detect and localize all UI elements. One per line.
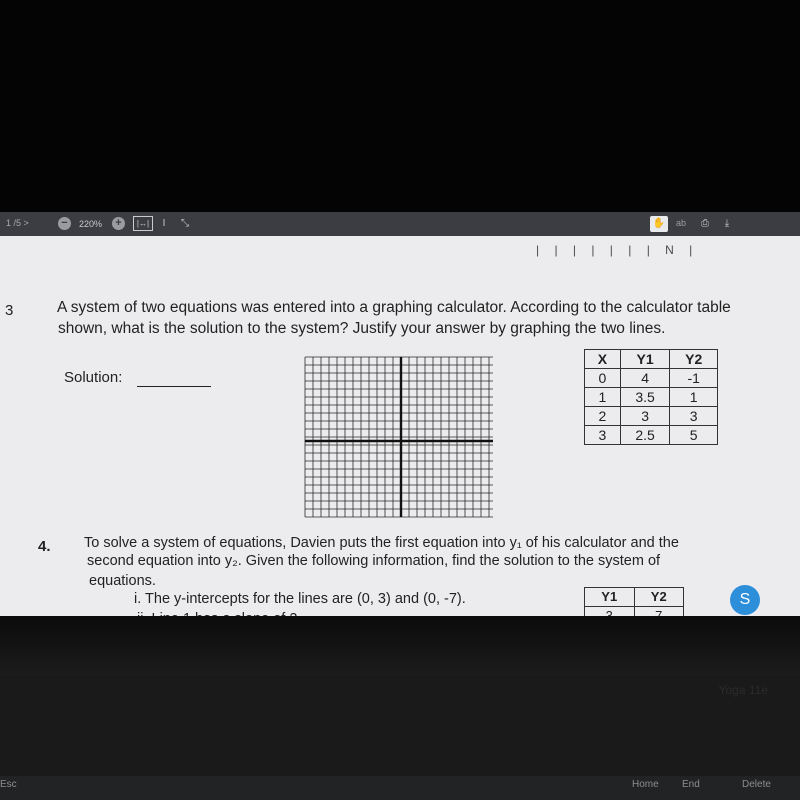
monitor-bezel-top <box>0 0 800 212</box>
solution-answer-blank[interactable] <box>137 386 211 387</box>
table-header-y2: Y2 <box>634 588 684 607</box>
hand-tool-icon[interactable]: ✋ <box>650 216 668 232</box>
question-4-item-i: i. The y-intercepts for the lines are (0, 3) and (0, -7). <box>134 591 466 607</box>
question-4-line-2: second equation into y₂. Given the following information, find the solution to the system of <box>87 553 661 569</box>
question-3-number: 3 <box>5 302 14 319</box>
laptop-body <box>0 616 800 800</box>
table-header-y1: Y1 <box>585 588 635 607</box>
zoom-level[interactable]: 220% <box>79 219 103 229</box>
user-avatar[interactable]: S <box>730 585 760 615</box>
download-icon[interactable]: ⤓ <box>724 218 730 229</box>
key-end: End <box>682 779 700 790</box>
table-header-y1: Y1 <box>620 350 670 369</box>
coordinate-grid[interactable] <box>305 357 493 517</box>
page-indicator[interactable]: 1 /5 > <box>6 218 29 228</box>
key-delete: Delete <box>742 779 771 790</box>
table-row <box>585 426 718 445</box>
page-tick-marks: | | | | | | | N | <box>536 243 699 257</box>
table-cell: -1 <box>670 369 718 388</box>
table-row <box>585 369 718 388</box>
table-row <box>585 388 718 407</box>
table-cell: 3 <box>620 407 670 426</box>
document-page <box>0 236 800 616</box>
fullscreen-icon[interactable]: ⤡ <box>181 218 189 229</box>
pdf-viewer-toolbar <box>0 212 800 236</box>
solution-label: Solution: <box>64 369 123 386</box>
table-cell: 5 <box>670 426 718 445</box>
calculator-table <box>584 349 718 445</box>
text-annotation-icon[interactable]: ab <box>675 218 686 228</box>
question-3-line-2: shown, what is the solution to the system? Justify your answer by graphing the two lines. <box>58 320 666 337</box>
table-header-x: X <box>585 350 621 369</box>
table-cell: 4 <box>620 369 670 388</box>
question-3-line-1: A system of two equations was entered into a graphing calculator. According to the calculator table <box>57 299 731 316</box>
fit-width-icon[interactable]: |↔| <box>133 216 153 231</box>
function-key-row <box>0 776 800 800</box>
print-icon[interactable]: ⎙ <box>701 218 709 229</box>
key-home: Home <box>632 779 659 790</box>
table-cell: 3 <box>670 407 718 426</box>
table-cell: 1 <box>670 388 718 407</box>
bezel-bottom <box>0 616 800 676</box>
text-select-icon[interactable]: I <box>162 218 166 229</box>
brand-logo: Yoga 11e <box>718 683 768 697</box>
question-4-number: 4. <box>38 538 51 555</box>
table-cell: 3 <box>585 426 621 445</box>
question-4-line-1: To solve a system of equations, Davien puts the first equation into y₁ of his calculator and the <box>84 535 679 551</box>
table-cell: 1 <box>585 388 621 407</box>
table-cell: 2.5 <box>620 426 670 445</box>
table-cell: 3.5 <box>620 388 670 407</box>
question-4-line-3: equations. <box>89 573 156 589</box>
table-cell: 2 <box>585 407 621 426</box>
key-esc: Esc <box>0 779 17 790</box>
table-row <box>585 407 718 426</box>
table-header-y2: Y2 <box>670 350 718 369</box>
zoom-out-icon[interactable]: − <box>58 217 71 230</box>
table-cell: 0 <box>585 369 621 388</box>
zoom-in-icon[interactable]: + <box>112 217 125 230</box>
